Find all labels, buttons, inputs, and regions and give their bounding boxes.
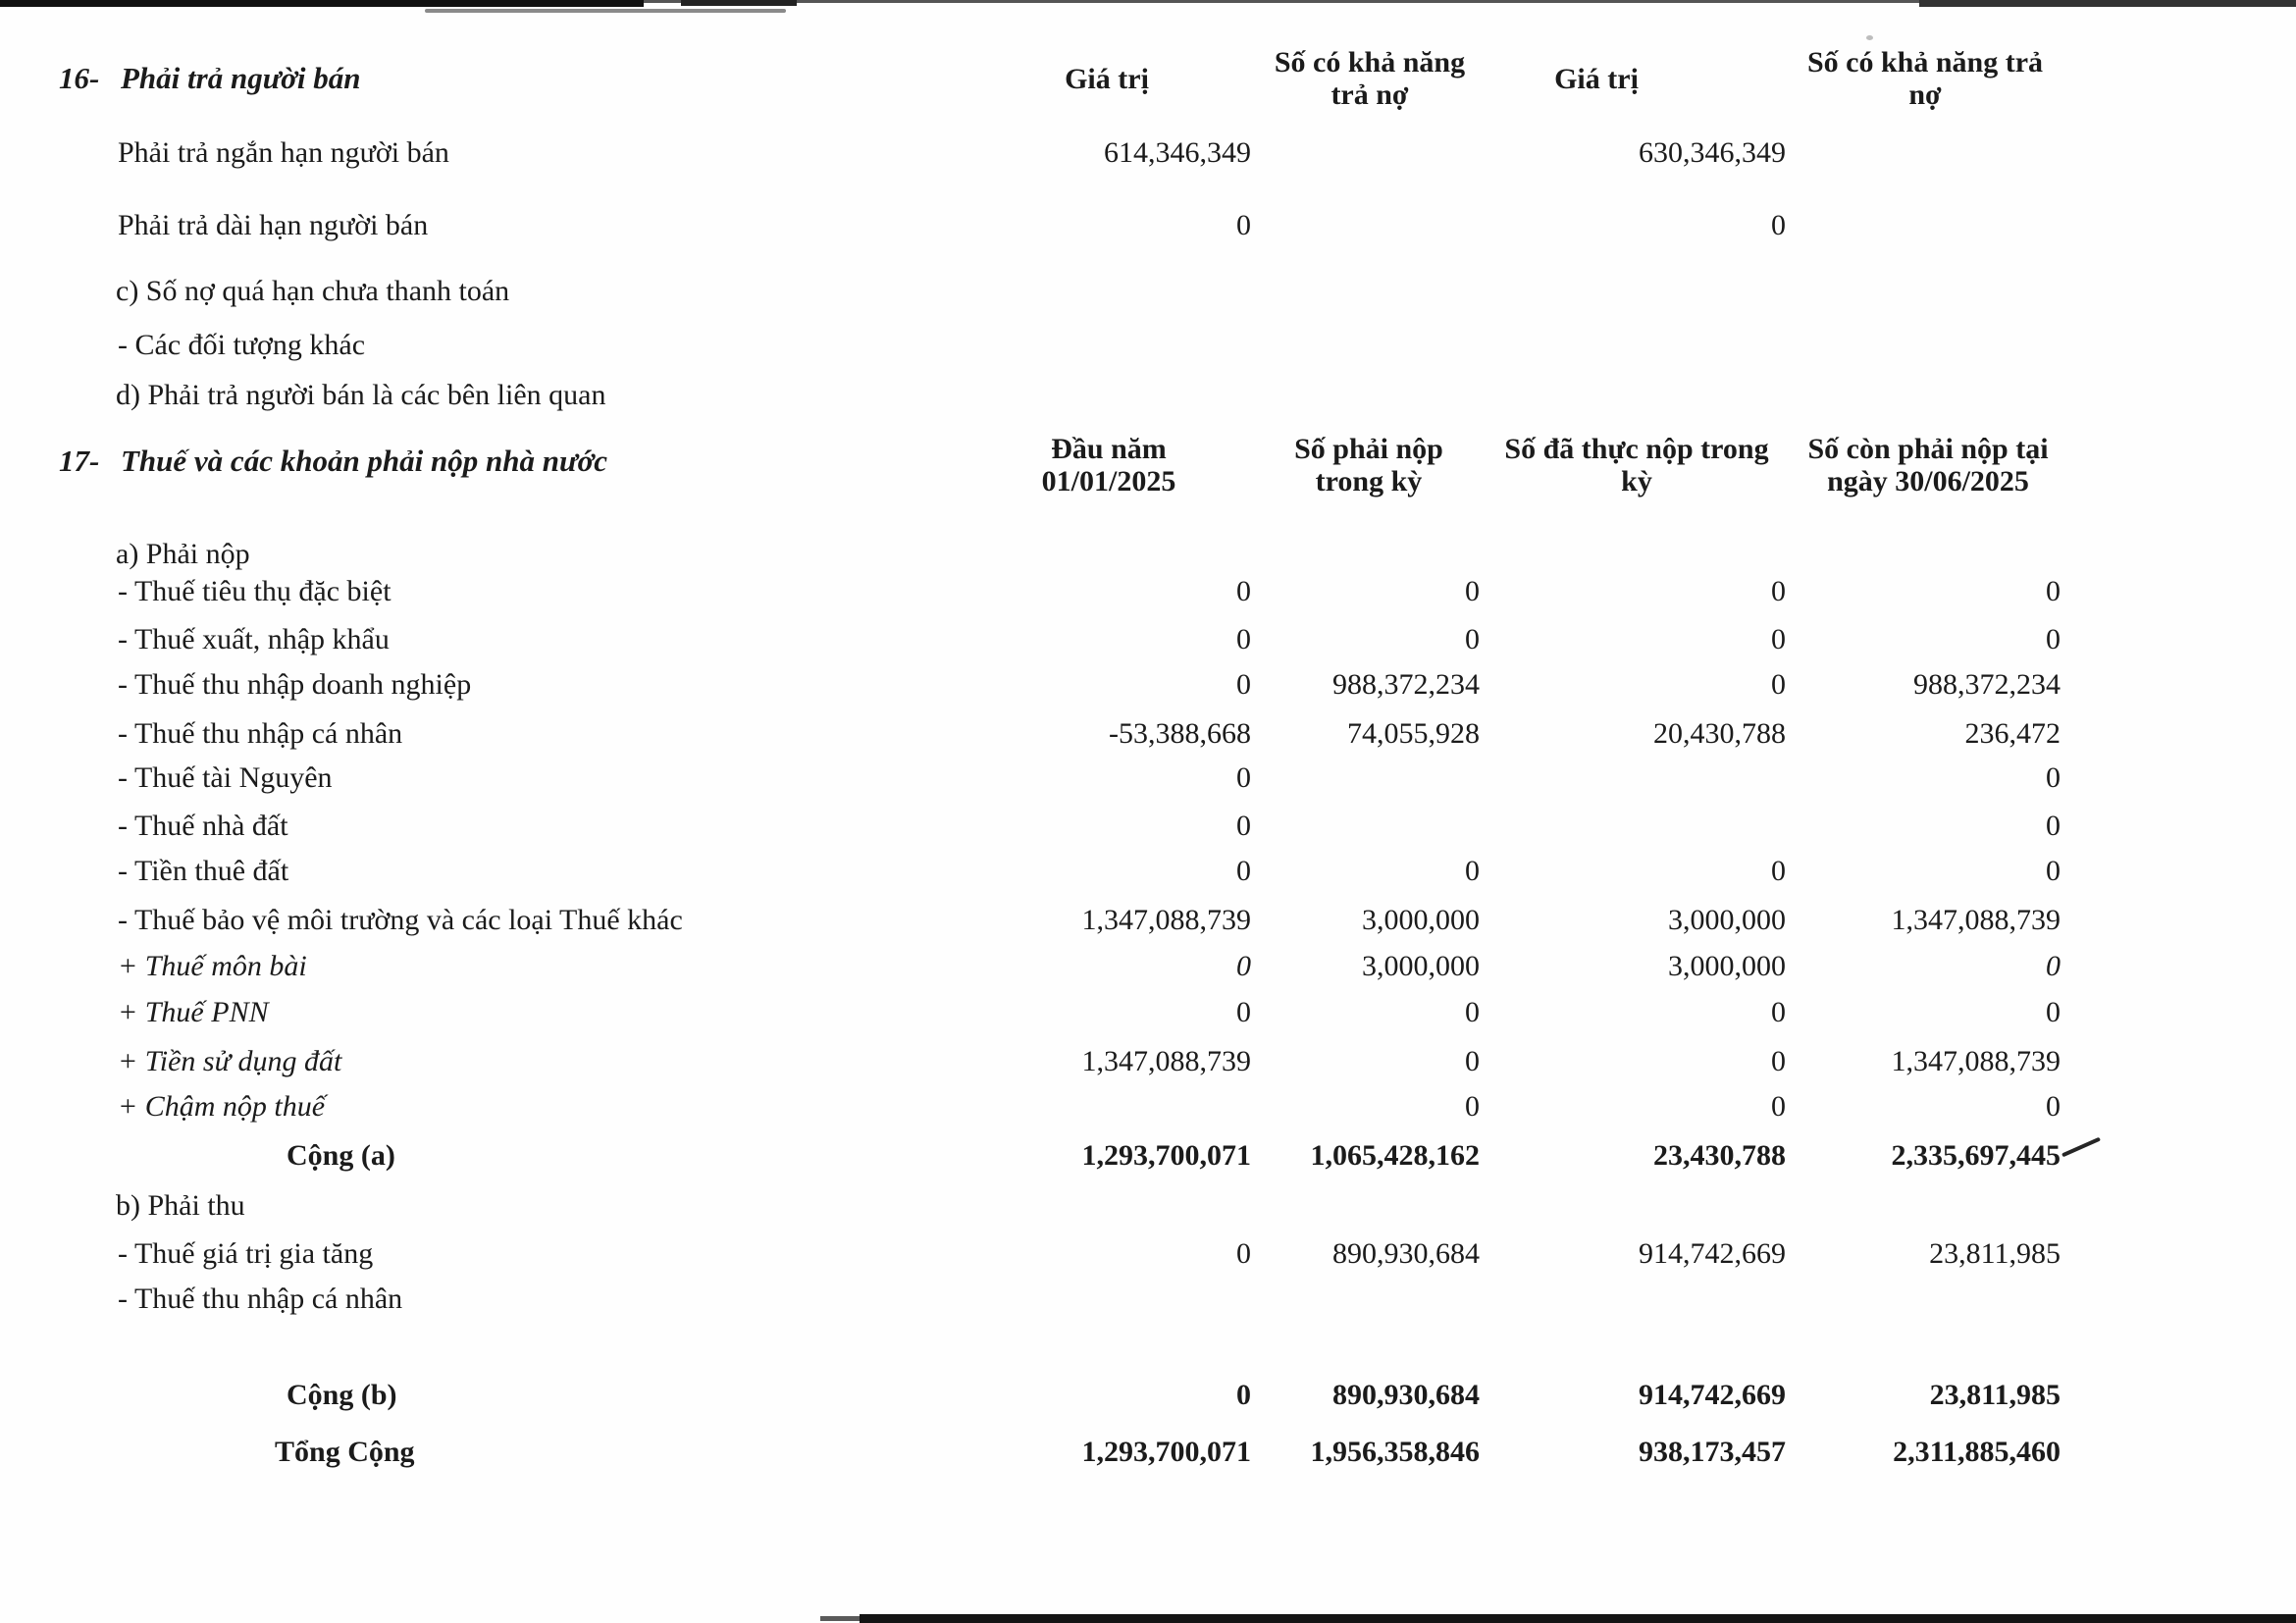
value-cell: 0	[1236, 810, 1251, 842]
table-row	[0, 1182, 2296, 1230]
value-cell: 988,372,234	[1913, 668, 2061, 701]
table-row	[0, 130, 2296, 177]
value-cell: 0	[2046, 996, 2061, 1028]
scan-artifact-dot	[1866, 35, 1873, 40]
value-cell: 0	[1465, 1045, 1480, 1077]
row-label: - Thuế bảo vệ môi trường và các loại Thuế khác	[118, 904, 683, 936]
row-label: c) Số nợ quá hạn chưa thanh toán	[116, 275, 510, 307]
table-row	[0, 661, 2296, 708]
value-cell: 0	[1236, 1379, 1251, 1411]
column-header-line: Đầu năm	[1051, 433, 1167, 465]
section16-title: Phải trả người bán	[121, 61, 361, 95]
row-label: Cộng (a)	[287, 1139, 395, 1172]
column-header-line: 01/01/2025	[1041, 465, 1176, 497]
value-cell: 1,065,428,162	[1310, 1139, 1480, 1172]
scan-artifact-bottom-bar	[860, 1614, 2296, 1623]
value-cell: 0	[1771, 623, 1786, 655]
section16-number: 16-	[59, 61, 100, 95]
row-label: + Thuế PNN	[118, 996, 269, 1028]
value-cell: 0	[2046, 575, 2061, 607]
value-cell: 630,346,349	[1639, 136, 1786, 169]
value-cell: 0	[1771, 996, 1786, 1028]
scan-artifact-bottom-nub	[820, 1616, 861, 1621]
table-row	[0, 848, 2296, 895]
value-cell: 1,956,358,846	[1310, 1436, 1480, 1468]
row-label: - Các đối tượng khác	[118, 329, 366, 361]
row-label: Tổng Cộng	[275, 1436, 415, 1468]
table-row	[0, 943, 2296, 990]
value-cell: 1,293,700,071	[1081, 1436, 1251, 1468]
value-cell: 0	[2046, 855, 2061, 887]
value-cell: 2,335,697,445	[1891, 1139, 2061, 1172]
table-row	[0, 322, 2296, 369]
value-cell: 3,000,000	[1668, 950, 1786, 982]
table-row	[0, 803, 2296, 850]
column-header-line: trả nợ	[1331, 79, 1409, 111]
table-row	[0, 1132, 2296, 1179]
row-label: - Thuế thu nhập doanh nghiệp	[118, 668, 472, 701]
value-cell: 0	[1465, 996, 1480, 1028]
row-label: - Thuế giá trị gia tăng	[118, 1237, 374, 1270]
column-header	[1748, 41, 2102, 116]
value-cell: 0	[1465, 623, 1480, 655]
table-row	[0, 1429, 2296, 1476]
value-cell: 0	[1236, 761, 1251, 794]
row-label: b) Phải thu	[116, 1189, 245, 1222]
value-cell: 0	[1236, 209, 1251, 241]
value-cell: 914,742,669	[1639, 1237, 1786, 1270]
row-label: Cộng (b)	[287, 1379, 397, 1411]
value-cell: 3,000,000	[1668, 904, 1786, 936]
value-cell: 0	[2046, 1090, 2061, 1123]
value-cell: 1,347,088,739	[1891, 1045, 2061, 1077]
column-header	[1751, 431, 2105, 499]
value-cell: 0	[1236, 855, 1251, 887]
row-label: - Thuế tài Nguyên	[118, 761, 333, 794]
column-header-line: Số phải nộp	[1294, 433, 1443, 465]
row-label: - Thuế tiêu thụ đặc biệt	[118, 575, 391, 607]
table-row	[0, 989, 2296, 1036]
value-cell: 236,472	[1964, 717, 2061, 750]
value-cell: 988,372,234	[1332, 668, 1480, 701]
value-cell: 1,293,700,071	[1081, 1139, 1251, 1172]
scan-artifact-top-smudge	[425, 9, 786, 13]
column-header	[1420, 41, 1773, 116]
value-cell: 0	[1771, 1090, 1786, 1123]
value-cell: 0	[1236, 950, 1251, 982]
column-header-line: Số đã thực nộp trong	[1504, 433, 1769, 465]
value-cell: 0	[2046, 623, 2061, 655]
value-cell: 1,347,088,739	[1081, 1045, 1251, 1077]
value-cell: 0	[1236, 668, 1251, 701]
scan-artifact-top-left2	[681, 0, 797, 6]
value-cell: 0	[2046, 810, 2061, 842]
row-label: - Tiền thuê đất	[118, 855, 289, 887]
value-cell: 938,173,457	[1639, 1436, 1786, 1468]
value-cell: 914,742,669	[1639, 1379, 1786, 1411]
value-cell: 0	[2046, 761, 2061, 794]
row-label: a) Phải nộp	[116, 538, 250, 570]
value-cell: 23,430,788	[1653, 1139, 1786, 1172]
column-header-line: kỳ	[1621, 465, 1652, 497]
scan-artifact-top-left	[0, 0, 644, 7]
value-cell: 0	[1771, 668, 1786, 701]
table-row	[0, 202, 2296, 249]
value-cell: 614,346,349	[1104, 136, 1251, 169]
value-cell: 0	[1465, 1090, 1480, 1123]
column-header-line: Giá trị	[1554, 62, 1639, 95]
table-row	[0, 1083, 2296, 1130]
row-label: d) Phải trả người bán là các bên liên quan	[116, 379, 606, 411]
table-row	[0, 1230, 2296, 1278]
value-cell: 3,000,000	[1362, 904, 1480, 936]
value-cell: 0	[1771, 575, 1786, 607]
section17-title: Thuế và các khoản phải nộp nhà nước	[121, 444, 607, 478]
row-label: + Thuế môn bài	[118, 950, 307, 982]
value-cell: 23,811,985	[1929, 1237, 2061, 1270]
table-row	[0, 897, 2296, 944]
column-header-line: nợ	[1908, 79, 1942, 111]
table-row	[0, 268, 2296, 315]
value-cell: 0	[1771, 209, 1786, 241]
value-cell: 74,055,928	[1347, 717, 1480, 750]
value-cell: 0	[2046, 950, 2061, 982]
value-cell: 0	[1236, 623, 1251, 655]
value-cell: 20,430,788	[1653, 717, 1786, 750]
column-header-line: Số có khả năng	[1274, 46, 1466, 79]
value-cell: 3,000,000	[1362, 950, 1480, 982]
value-cell: 1,347,088,739	[1081, 904, 1251, 936]
value-cell: 2,311,885,460	[1893, 1436, 2061, 1468]
row-label: + Tiền sử dụng đất	[118, 1045, 342, 1077]
value-cell: 0	[1771, 1045, 1786, 1077]
row-label: - Thuế thu nhập cá nhân	[118, 1283, 403, 1315]
column-header-line: trong kỳ	[1315, 465, 1423, 497]
table-row	[0, 372, 2296, 419]
value-cell: 0	[1465, 855, 1480, 887]
row-label: - Thuế xuất, nhập khẩu	[118, 623, 390, 655]
value-cell: 890,930,684	[1332, 1237, 1480, 1270]
row-label: - Thuế thu nhập cá nhân	[118, 717, 403, 750]
row-label: + Chậm nộp thuế	[118, 1090, 326, 1123]
table-row	[0, 1276, 2296, 1323]
column-header-line: ngày 30/06/2025	[1827, 465, 2029, 497]
column-header-line: Số có khả năng trả	[1806, 46, 2044, 79]
row-label: Phải trả ngắn hạn người bán	[118, 136, 449, 169]
handwritten-tick-mark	[2061, 1137, 2101, 1158]
value-cell: 23,811,985	[1929, 1379, 2061, 1411]
table-row	[0, 755, 2296, 802]
column-header-line: Giá trị	[1065, 62, 1149, 95]
table-row	[0, 710, 2296, 758]
value-cell: -53,388,668	[1109, 717, 1251, 750]
scan-artifact-top-right	[1919, 0, 2296, 7]
section17-number: 17-	[59, 444, 100, 478]
table-row	[0, 568, 2296, 615]
value-cell: 0	[1236, 996, 1251, 1028]
table-row	[0, 616, 2296, 663]
row-label: - Thuế nhà đất	[118, 810, 288, 842]
table-row	[0, 1038, 2296, 1085]
value-cell: 1,347,088,739	[1891, 904, 2061, 936]
value-cell: 0	[1771, 855, 1786, 887]
value-cell: 0	[1236, 575, 1251, 607]
value-cell: 0	[1236, 1237, 1251, 1270]
value-cell: 0	[1465, 575, 1480, 607]
value-cell: 890,930,684	[1332, 1379, 1480, 1411]
table-row	[0, 1372, 2296, 1419]
column-header-line: Số còn phải nộp tại	[1807, 433, 2049, 465]
row-label: Phải trả dài hạn người bán	[118, 209, 429, 241]
